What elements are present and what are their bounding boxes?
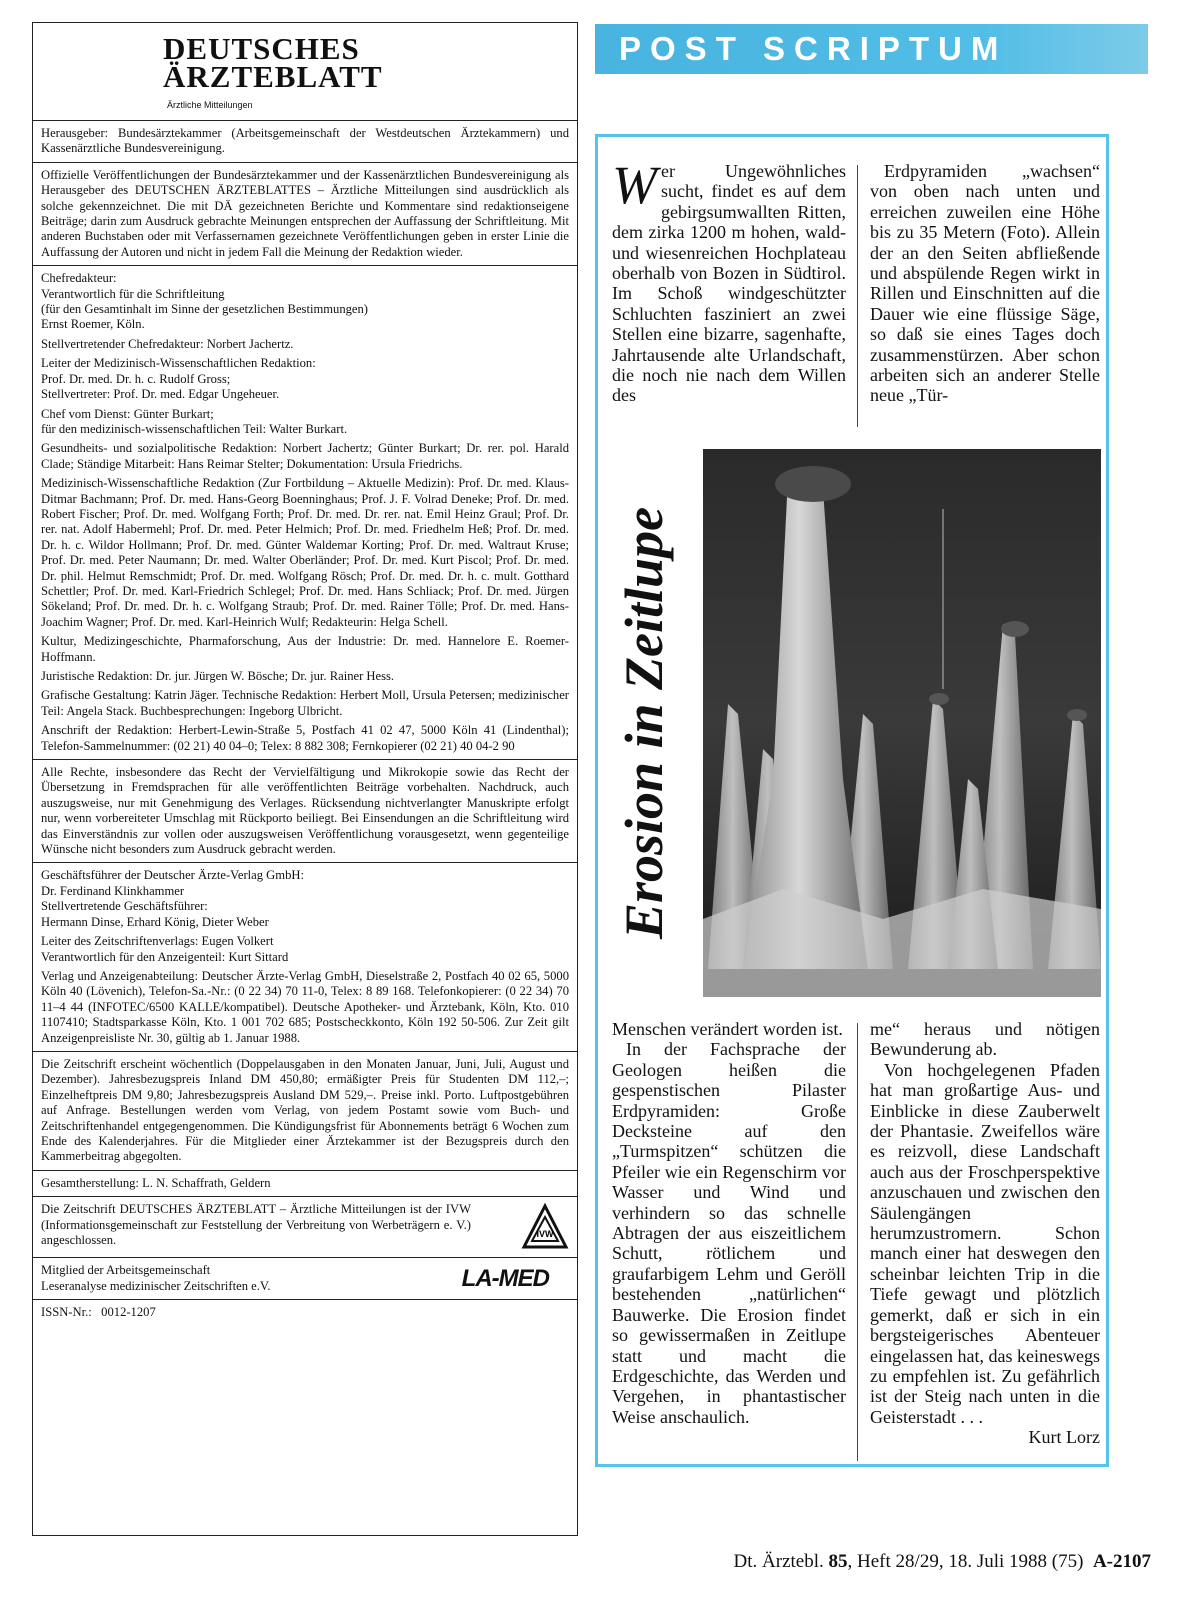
impressum-box xyxy=(32,22,578,1536)
masthead-subtitle: Ärztliche Mitteilungen xyxy=(167,100,253,110)
author-name: Kurt Lorz xyxy=(1028,1427,1100,1448)
ivw-logo xyxy=(521,1203,569,1251)
printer-section: Gesamtherstellung: L. N. Schaffrath, Geldern xyxy=(33,1171,577,1197)
page-footer xyxy=(611,1551,1151,1573)
article-column-4: me“ heraus und nötigen Bewunderung ab. Von hochgelegenen Pfaden hat man großartige Aus- und Einblicke in diese Zauberwelt der Phantasie. Zweifellos wäre es reizvoll, diese Landschaft auch aus der Froschperspektive anzuschauen und zwischen den Säulengängen herumzustromern. Schon manch einer hat deswegen den scheinbar leichten Trip in die Tiefe gewagt und plötzlich gemerkt, daß er sich in ein bergsteigerisches Abenteuer eingelassen hat, das keineswegs zu empfehlen ist. Zu gefährlich ist der Steig nach unten in die Geisterstadt . . . Kurt Lorz xyxy=(870,1019,1100,1448)
herausgeber-section: Herausgeber: Bundesärztekammer (Arbeitsgemeinschaft der Westdeutschen Ärztekammern) und Kassenärztliche Bundesvereinigung. xyxy=(33,121,577,163)
footer-journal: Dt. Ärztebl. xyxy=(733,1551,824,1572)
official-publications-section: Offizielle Veröffentlichungen der Bundesärztekammer und der Kassenärztlichen Bundesvereinigung als Herausgeber des DEUTSCHEN ÄRZTEBLATTES – Ärztliche Mitteilungen sind ausdrücklich als solche gekennzeichnet. Die mit DÄ gezeichneten Berichte und Kommentare sind redaktionseigene Beiträge; darin zum Ausdruck gebrachte Meinungen entsprechen der Auffassung der Schriftleitung. Mit anderen Buchstaben oder mit Verfassernamen gezeichnete Veröffentlichungen geben in erster Linie die Auffassung der Autoren und nicht in jedem Fall die Meinung der Redaktion wieder. xyxy=(33,163,577,266)
earth-pyramids-photo xyxy=(703,449,1101,997)
lamed-section: Mitglied der Arbeitsgemeinschaft Leseranalyse medizinischer Zeitschriften e.V. LA-MED xyxy=(33,1258,577,1300)
article-box xyxy=(595,134,1109,1467)
article-column-2: Erdpyramiden „wachsen“ von oben nach unten und erreichen zuweilen eine Höhe bis zu 35 Metern (Foto). Allein der an den Seiten abfließende und abspülende Regen wirkt in Rillen und Einschnitten auf die Dauer wie eine flüssige Säge, so daß sie eines Tages doch zusammenstürzen. Aber schon arbeiten sich an anderer Stelle neue „Tür- xyxy=(870,161,1100,406)
column-divider xyxy=(857,165,858,427)
column-divider xyxy=(857,1023,858,1461)
lamed-logo: LA-MED xyxy=(461,1265,549,1293)
editorial-staff-section: Chefredakteur: Verantwortlich für die Schriftleitung (für den Gesamtinhalt im Sinne der gesetzlichen Bestimmungen) Ernst Roemer, Köln. Stellvertretender Chefredakteur: Norbert Jachertz. Leiter der Medizinisch-Wissenschaftlichen Redaktion: Prof. Dr. med. Dr. h. c. Rudolf Gross; Stellvertreter: Prof. Dr. med. Edgar Ungeheuer. Chef vom Dienst: Günter Burkart; für den medizinisch-wissenschaftlichen Teil: Walter Burkart. Gesundheits- und sozialpolitische Redaktion: Norbert Jachertz; Günter Burkart; Dr. rer. pol. Harald Clade; Ständige Mitarbeit: Hans Reimar Stelter; Dokumentation: Ursula Friedrichs. Medizinisch-Wissenschaftliche Redaktion (Zur Fortbildung – Aktuelle Medizin): Prof. Dr. med. Klaus-Ditmar Bachmann; Prof. Dr. med. Hans-Georg Boenninghaus; Prof. J. F. Volrad Deneke; Prof. Dr. med. Robert Fischer; Prof. Dr. med. Wolfgang Forth; Prof. Dr. med. Dr. rer. nat. Emil Heinz Graul; Prof. Dr. rer. nat. Adolf Habermehl; Prof. Dr. med. Peter Helmich; Prof. Dr. med. Friedhelm Heß; Prof. Dr. med. Dr. h. c. Wildor Hollmann; Prof. Dr. med. Günter Waldemar Korting; Prof. Dr. med. Waltraut Kruse; Prof. Dr. med. Peter Naumann; Dr. med. Walter Oberländer; Prof. Dr. med. Kurt Piscol; Prof. Dr. med. Dr. phil. Helmut Remschmidt; Prof. Dr. med. Wolfgang Rösch; Prof. Dr. med. Dr. h. c. mult. Gotthard Schettler; Prof. Dr. med. Karl-Friedrich Schlegel; Prof. Dr. med. Hans Schliack; Prof. Dr. med. Jürgen Sökeland; Prof. Dr. med. Dr. h. c. Wolfgang Straub; Prof. Dr. med. Rainer Tölle; Prof. Dr. med. Hans-Joachim Wagner; Prof. Dr. med. Karl-Heinrich Wulf; Redakteurin: Helga Schell. Kultur, Medizingeschichte, Pharmaforschung, Aus der Industrie: Dr. med. Hannelore E. Roemer-Hoffmann. Juristische Redaktion: Dr. jur. Jürgen W. Bösche; Dr. jur. Rainer Hess. Grafische Gestaltung: Katrin Jäger. Technische Redaktion: Herbert Moll, Ursula Petersen; medizinischer Teil: Angela Stack. Buchbesprechungen: Ingeborg Ulbricht. Anschrift der Redaktion: Herbert-Lewin-Straße 5, Postfach 41 02 47, 5000 Köln 41 (Lindenthal); Telefon-Sammelnummer: (02 21) 40 04–0; Telex: 8 882 308; Fernkopierer (02 21) 40 04-2 90 xyxy=(33,266,577,760)
post-scriptum-banner xyxy=(595,24,1148,74)
publisher-section: Geschäftsführer der Deutscher Ärzte-Verlag GmbH: Dr. Ferdinand Klinkhammer Stellvertretende Geschäftsführer: Hermann Dinse, Erhard König, Dieter Weber Leiter des Zeitschriftenverlags: Eugen Volkert Verantwortlich für den Anzeigenteil: Kurt Sittard Verlag und Anzeigenabteilung: Deutscher Ärzte-Verlag GmbH, Dieselstraße 2, Postfach 40 02 65, 5000 Köln 40 (Lövenich), Telefon-Sa.-Nr.: (0 22 34) 70 11-0, Telex: 8 89 168. Telefonkopierer: (0 22 34) 70 11–4 44 (INFOTEC/6500 KALLE/kompatibel). Deutsche Apotheker- und Ärztebank, Köln, Kto. 010 1107410; Stadtsparkasse Köln, Kto. 1 001 702 685; Postscheckkonto, Köln 192 50-506. Zur Zeit gilt Anzeigenpreisliste Nr. 30, gültig ab 1. Januar 1988. xyxy=(33,863,577,1051)
article-column-3: Menschen verändert worden ist. In der Fachsprache der Geologen heißen die gespenstischen Pilaster Erdpyramiden: Große Decksteine auf den „Turmspitzen“ schützen die Pfeiler wie ein Regenschirm vor Wasser und Wind und verhindern so das schnelle Abtragen der aus eiszeitlichem Schutt, rötlichem und graufarbigem Lehm und Geröll bestehenden „natürlichen“ Bauwerke. Die Erosion findet so gewissermaßen in Zeitlupe statt und macht die Erdgeschichte, das Werden und Vergehen, in phantastischer Weise anschaulich. xyxy=(612,1019,846,1427)
article-headline: Erosion in Zeitlupe xyxy=(614,506,674,940)
footer-page-number: A-2107 xyxy=(1092,1551,1151,1572)
subscription-section: Die Zeitschrift erscheint wöchentlich (Doppelausgaben in den Monaten Januar, Juni, Juli, August und Dezember). Jahresbezugspreis Inland DM 450,80; ermäßigter Preis für Studenten DM 112,–; Einzelheftpreis DM 9,80; Jahresbezugspreis Ausland DM 529,–. Preise inkl. Porto. Luftpostgebühren auf Anfrage. Bestellungen werden vom Verlag, von jedem Postamt sowie vom Buch- und Zeitschriftenhandel entgegengenommen. Die Kündigungsfrist für Abonnements beträgt 6 Wochen zum Ende des Kalenderjahres. Für die Mitglieder einer Ärztekammer ist der Bezugspreis durch den Kammerbeitrag abgegolten. xyxy=(33,1052,577,1171)
article-column-1: Wer Ungewöhnliches sucht, findet es auf dem gebirgsumwallten Ritten, dem zirka 1200 m hohen, wald- und wiesenreichen Hochplateau oberhalb von Bozen in Südtirol. Im Schoß windgeschützter Schluchten fasziniert an zwei Stellen eine bizarre, sagenhafte, Jahrtausende alte Urlandschaft, die noch nie nach dem Willen des xyxy=(612,155,846,406)
banner-title: POST SCRIPTUM xyxy=(619,30,1008,67)
rights-section: Alle Rechte, insbesondere das Recht der Vervielfältigung und Mikrokopie sowie das Recht der Übersetzung in Fremdsprachen für alle veröffentlichten Beiträge vorbehalten. Nachdruck, auch auszugsweise, nur mit Genehmigung des Verlages. Rücksendung nichtverlangter Manuskripte erfolgt nur, wenn vorbereiteter Umschlag mit Rückporto beiliegt. Bei Einsendungen an die Schriftleitung wird das Einverständnis zur vollen oder auszugsweisen Veröffentlichung vorausgesetzt, wenn gegenteilige Wünsche nicht besonders zum Ausdruck gebracht werden. xyxy=(33,760,577,863)
footer-issue: , Heft 28/29, 18. Juli 1988 (75) xyxy=(847,1551,1084,1572)
masthead xyxy=(33,23,577,121)
issn-section: ISSN-Nr.: 0012-1207 xyxy=(41,1305,156,1320)
svg-text:IVW: IVW xyxy=(536,1229,554,1240)
footer-volume: 85 xyxy=(828,1551,848,1572)
masthead-title: DEUTSCHES ÄRZTEBLATT xyxy=(163,31,383,94)
ivw-section: Die Zeitschrift DEUTSCHES ÄRZTEBLATT – Ärztliche Mitteilungen ist der IVW (Informationsgemeinschaft zur Feststellung der Verbreitung von Werbeträgern e. V.) angeschlossen. IVW xyxy=(33,1197,577,1258)
drop-cap: W xyxy=(612,155,657,215)
